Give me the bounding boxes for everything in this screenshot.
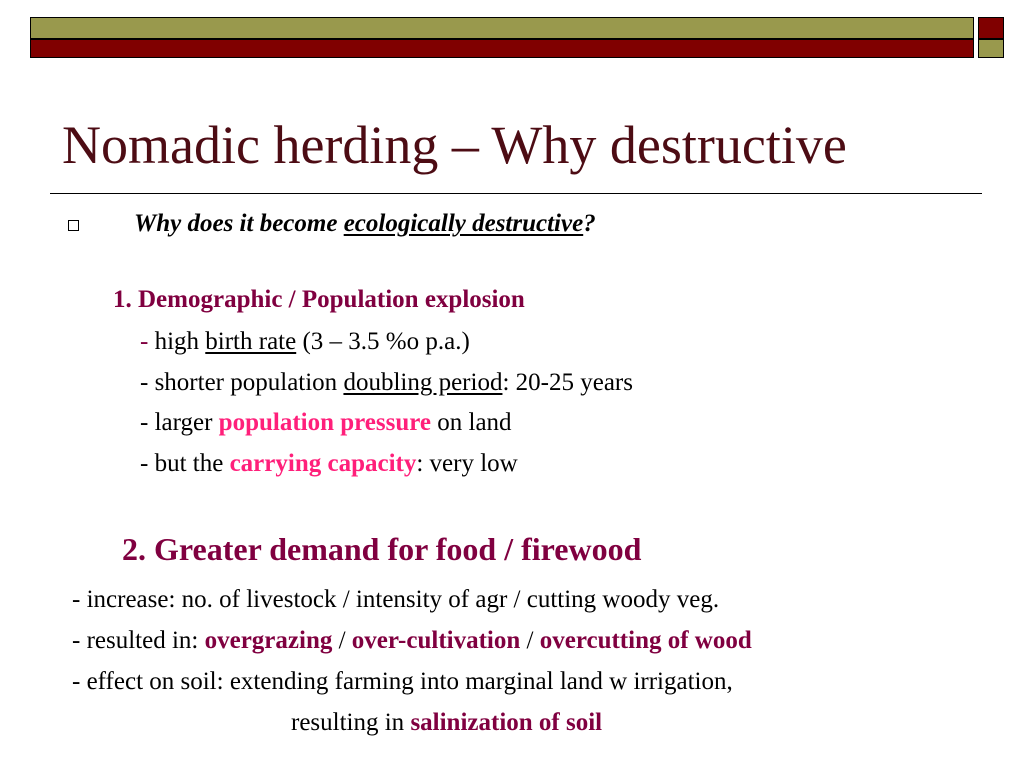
dash: - — [140, 450, 155, 477]
question-suffix: ? — [583, 210, 596, 237]
point1-heading: 1. Demographic / Population explosion — [113, 286, 525, 313]
header-bar-gold — [30, 17, 974, 39]
separator: / — [332, 627, 352, 654]
point2-line-1: - increase: no. of livestock / intensity of agr / cutting woody veg. — [72, 586, 720, 613]
title-divider — [50, 193, 982, 194]
text: : very low — [416, 450, 518, 477]
dash: - — [140, 369, 155, 396]
header-bar-maroon — [30, 39, 974, 58]
slide-title: Nomadic herding – Why destructive — [62, 115, 847, 175]
dash: - — [140, 328, 155, 355]
text: (3 – 3.5 %o p.a.) — [296, 328, 470, 355]
text: resulting in — [291, 709, 411, 736]
text: shorter population — [154, 369, 344, 396]
text: : 20-25 years — [502, 369, 633, 396]
highlighted-term: population pressure — [218, 409, 432, 436]
underlined-term: doubling period — [343, 369, 503, 396]
point2-line-2 — [72, 628, 752, 653]
highlighted-term: overgrazing — [204, 627, 333, 654]
dash: - — [140, 409, 155, 436]
separator: / — [520, 627, 540, 654]
point2-line-4 — [291, 710, 602, 735]
highlighted-term: salinization of soil — [410, 709, 603, 736]
text: on land — [431, 409, 512, 436]
question-prefix: Why does it become — [134, 210, 344, 237]
highlighted-term: carrying capacity — [229, 450, 417, 477]
point1-line-1 — [140, 329, 470, 354]
underlined-term: birth rate — [205, 328, 297, 355]
point2-line-3: - effect on soil: extending farming into marginal land w irrigation, — [72, 668, 733, 695]
corner-block-gold — [978, 39, 1004, 58]
point2-heading: 2. Greater demand for food / firewood — [122, 531, 642, 567]
corner-block-maroon — [978, 17, 1004, 39]
highlighted-term: over-cultivation — [351, 627, 521, 654]
text: but the — [154, 450, 230, 477]
point1-line-3 — [140, 410, 512, 435]
point1-line-2 — [140, 370, 633, 395]
hollow-square-bullet-icon — [68, 220, 79, 231]
highlighted-term: overcutting of wood — [539, 627, 752, 654]
question-line — [134, 211, 596, 236]
text: high — [154, 328, 206, 355]
text: - resulted in: — [72, 627, 205, 654]
text: larger — [154, 409, 219, 436]
question-underlined: ecologically destructive — [343, 210, 584, 237]
point1-line-4 — [140, 451, 518, 476]
